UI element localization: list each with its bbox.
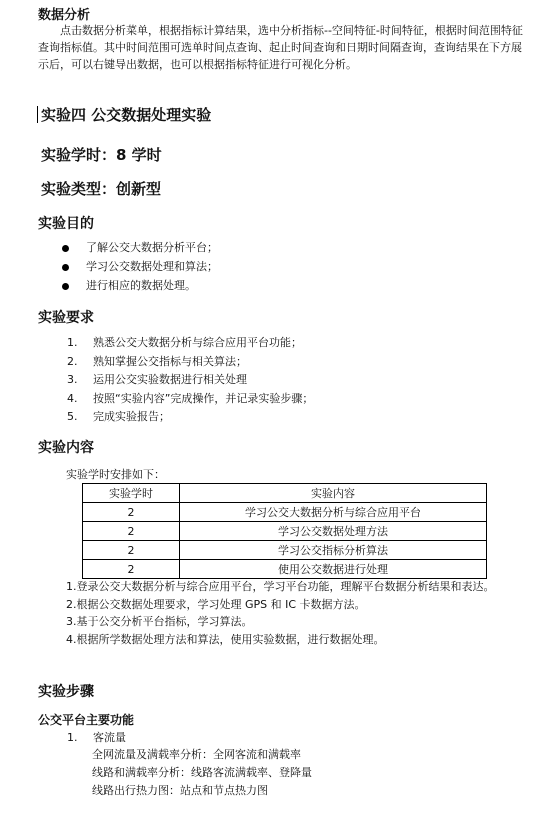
list-item: 线路和满载率分析：线路客流满载率、登降量 bbox=[92, 766, 312, 779]
list-item bbox=[67, 390, 313, 409]
cell-hours: 2 bbox=[83, 560, 180, 579]
cell-content: 使用公交数据进行处理 bbox=[180, 560, 487, 579]
intro-paragraph: 点击数据分析菜单，根据指标计算结果，选中分析指标--空间特征-时间特征，根据时间范围特征查询指标值。其中时间范围可选单时间点查询、起止时间查询和日期时间隔查询，查询结果在下方展示后，可以右键导出数据，也可以根据指标特征进行可视化分析。 bbox=[38, 24, 523, 71]
list-item-text: 运用公交实验数据进行相关处理 bbox=[93, 373, 247, 386]
type-heading: 实验类型：创新型 bbox=[41, 180, 162, 198]
list-item: 全网流量及满载率分析：全网客流和满载率 bbox=[92, 748, 301, 761]
list-item-text: 进行相应的数据处理。 bbox=[86, 279, 196, 292]
content-paragraph: 4.根据所学数据处理方法和算法，使用实验数据，进行数据处理。 bbox=[66, 632, 385, 646]
cell-hours: 2 bbox=[83, 541, 180, 560]
list-item bbox=[67, 334, 313, 353]
cell-content: 学习公交指标分析算法 bbox=[180, 541, 487, 560]
step-subitems bbox=[92, 746, 312, 800]
step-item-label: 客流量 bbox=[93, 731, 126, 744]
list-item bbox=[62, 257, 218, 276]
list-item-text: 熟悉公交大数据分析与综合应用平台功能； bbox=[93, 336, 302, 349]
content-paragraphs bbox=[38, 578, 530, 648]
experiment-title: 实验四 公交数据处理实验 bbox=[41, 106, 212, 124]
table-header-row bbox=[83, 484, 487, 503]
requirements-heading: 实验要求 bbox=[38, 310, 94, 326]
table-row bbox=[83, 541, 487, 560]
item-number: 2. bbox=[67, 354, 78, 368]
item-number: 5. bbox=[67, 410, 78, 423]
content-paragraph: 1.登录公交大数据分析与综合应用平台，学习平台功能，理解平台数据分析结果和表达。 bbox=[66, 580, 495, 593]
list-item-text: 完成实验报告； bbox=[93, 410, 170, 423]
requirements-list bbox=[67, 334, 313, 427]
step-item bbox=[67, 729, 126, 747]
item-number: 1. bbox=[67, 731, 78, 744]
list-item bbox=[67, 353, 313, 372]
content-heading: 实验内容 bbox=[38, 440, 94, 456]
cell-hours: 2 bbox=[83, 522, 180, 541]
list-item bbox=[67, 371, 313, 390]
list-item bbox=[62, 276, 218, 295]
list-item bbox=[67, 408, 313, 427]
steps-subheading: 公交平台主要功能 bbox=[38, 713, 135, 727]
list-item-text: 学习公交数据处理和算法； bbox=[86, 260, 218, 273]
item-number: 4. bbox=[67, 391, 78, 405]
cell-content: 学习公交大数据分析与综合应用平台 bbox=[180, 503, 487, 522]
item-number: 1. bbox=[67, 336, 78, 349]
hours-heading: 实验学时：8 学时 bbox=[41, 146, 162, 164]
column-header-hours: 实验学时 bbox=[83, 484, 180, 503]
cell-content: 学习公交数据处理方法 bbox=[180, 522, 487, 541]
table-row bbox=[83, 503, 487, 522]
item-number: 3. bbox=[67, 373, 78, 386]
table-row bbox=[83, 522, 487, 541]
table-intro: 实验学时安排如下： bbox=[66, 468, 165, 481]
section-header: 数据分析 bbox=[38, 8, 91, 23]
cell-hours: 2 bbox=[83, 503, 180, 522]
table-row bbox=[83, 560, 487, 579]
text-cursor bbox=[37, 106, 38, 123]
schedule-table bbox=[82, 483, 487, 579]
list-item: 线路出行热力图：站点和节点热力图 bbox=[92, 784, 268, 797]
list-item-text: 熟知掌握公交指标与相关算法； bbox=[93, 354, 247, 368]
list-item-text: 按照“实验内容”完成操作，并记录实验步骤； bbox=[93, 391, 314, 405]
objectives-heading: 实验目的 bbox=[38, 216, 94, 232]
bullet-icon bbox=[62, 264, 69, 271]
content-paragraph: 2.根据公交数据处理要求，学习处理 GPS 和 IC 卡数据方法。 bbox=[66, 597, 366, 611]
column-header-content: 实验内容 bbox=[180, 484, 487, 503]
steps-heading: 实验步骤 bbox=[38, 684, 94, 700]
list-item-text: 了解公交大数据分析平台； bbox=[86, 241, 218, 254]
list-item bbox=[62, 238, 218, 257]
bullet-icon bbox=[62, 283, 69, 290]
objectives-list bbox=[62, 238, 218, 295]
bullet-icon bbox=[62, 245, 69, 252]
content-paragraph: 3.基于公交分析平台指标，学习算法。 bbox=[66, 615, 253, 628]
